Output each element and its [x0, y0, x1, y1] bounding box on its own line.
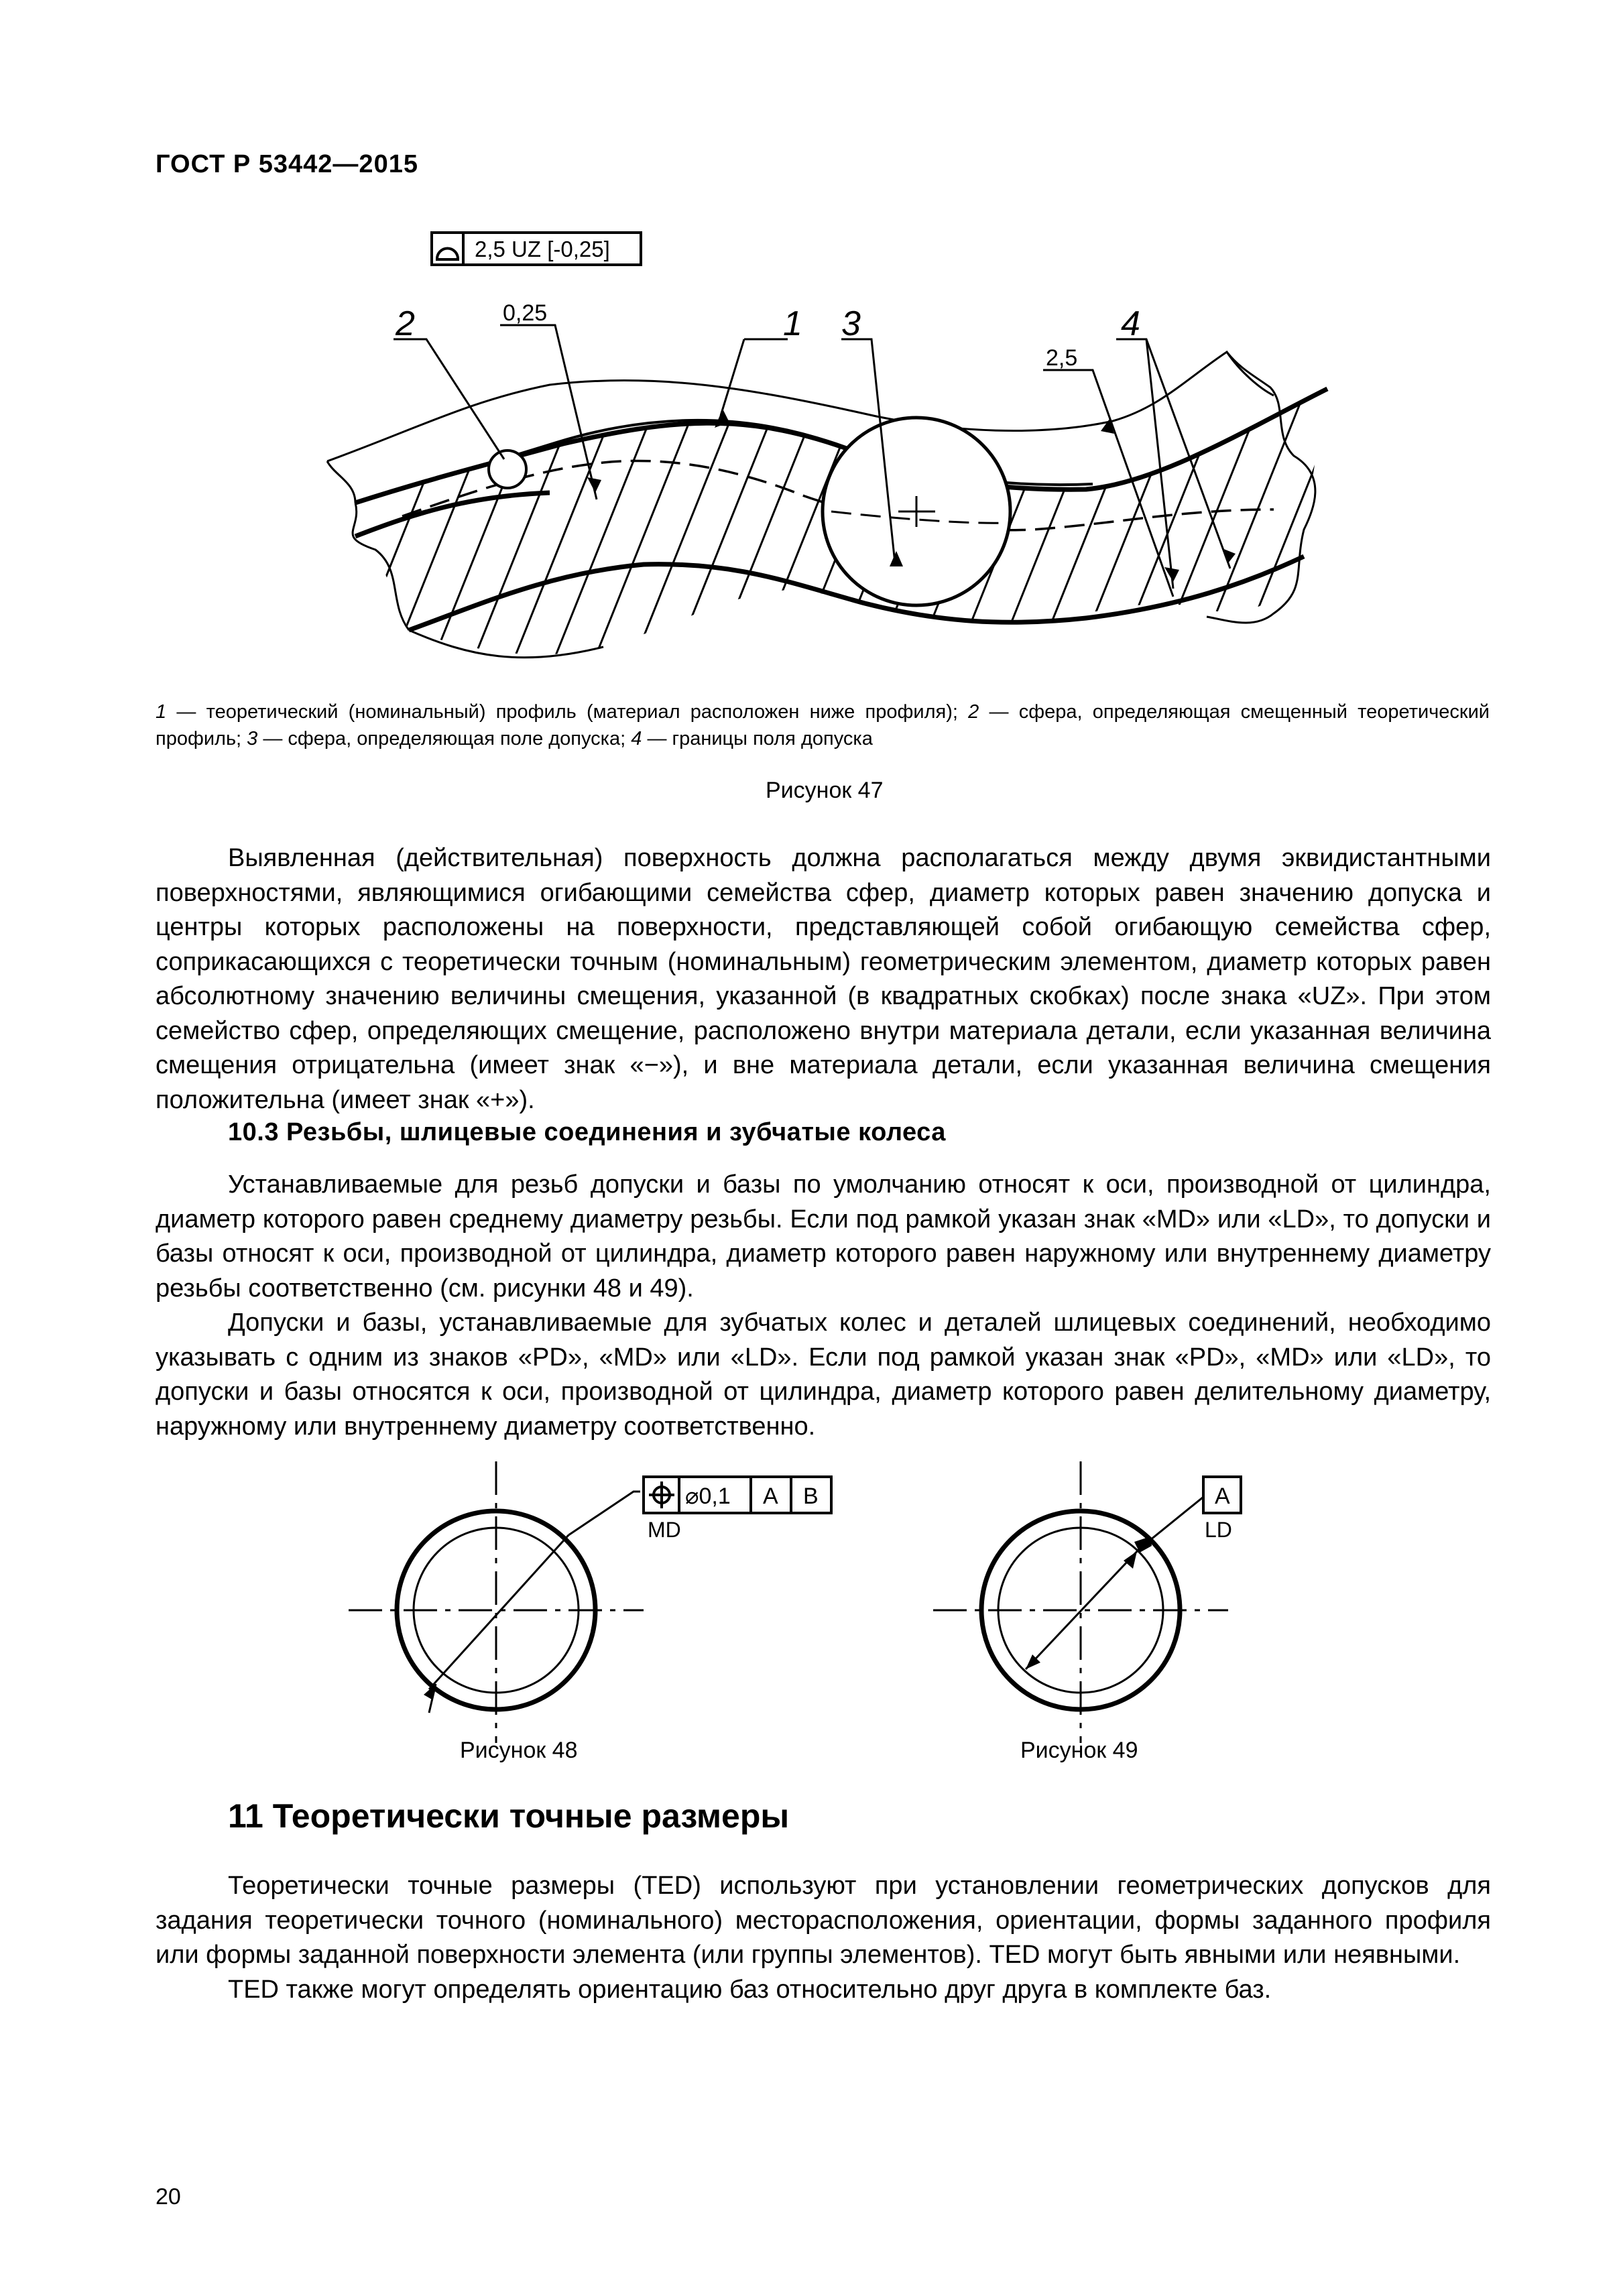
figure-48-thread	[349, 1461, 644, 1743]
figure-47-caption: Рисунок 47	[766, 778, 884, 803]
callout-3: 3	[841, 304, 861, 343]
document-header: ГОСТ Р 53442—2015	[156, 150, 418, 178]
datum-a-49: A	[1215, 1484, 1230, 1509]
figure-48-caption: Рисунок 48	[460, 1738, 578, 1763]
callout-1: 1	[783, 304, 802, 343]
tolerance-value: ⌀0,1	[685, 1484, 731, 1509]
figures-48-49-drawing	[0, 1461, 1623, 1756]
offset-sphere	[489, 450, 526, 488]
figure-47-drawing	[0, 0, 1623, 690]
callout-0-25: 0,25	[503, 300, 548, 326]
section-heading-10-3: 10.3 Резьбы, шлицевые соединения и зубчатые колеса	[228, 1118, 946, 1146]
section-10-3-text: Устанавливаемые для резьб допуски и базы по умолчанию относят к оси, производной от цилиндра, диаметр которого равен среднему диаметру резьбы. Если под рамкой указан знак «MD» или «LD», то допуски и базы относят к оси, производной от цилиндра, диаметр которого равен наружному или внутреннему диаметру резьбы соответственно (см. рисунки 48 и 49). Допуски и базы, устанавливаемые для зубчатых колес и деталей шлицевых соединений, необходимо указывать с одним из знаков «PD», «MD» или «LD». Если под рамкой указан знак «PD», «MD» или «LD», то допуски и базы относятся к оси, производной от цилиндра, диаметр которого равен делительному диаметру, наружному или внутреннему диаметру соответственно.	[156, 1170, 1491, 1441]
callout-labels	[395, 300, 1140, 371]
page-number: 20	[156, 2184, 181, 2210]
position-icon	[649, 1482, 674, 1508]
modifier-md: MD	[648, 1518, 681, 1542]
datum-a: A	[763, 1484, 778, 1509]
callout-2: 2	[396, 304, 415, 343]
figure-47-legend: 1 — теоретический (номинальный) профиль (материал расположен ниже профиля); 2 — сфера, определяющая смещенный теоретический профиль; 3 — сфера, определяющая поле допуска; 4 — границы поля допуска	[156, 701, 1490, 749]
body-paragraph: Выявленная (действительная) поверхность должна располагаться между двумя эквидистантными поверхностями, являющимися огибающими семейства сфер, диаметр которых равен значению допуска и центры которых расположены на поверхности, представляющей собой огибающую семейства сфер, соприкасающихся с теоретически точным (номинальным) геометрическим элементом, диаметр которых равен абсолютному значению величины смещения, указанной (в квадратных скобках) после знака «UZ». При этом семейство сфер, определяющих смещение, расположено внутри материала детали, если указанная величина смещения отрицательна (имеет знак «−»), и вне материала детали, если указанная величина смещения положительна (имеет знак «+»).	[156, 844, 1491, 1114]
position-tolerance-frame	[644, 1477, 831, 1542]
frame-text: 2,5 UZ [-0,25]	[475, 237, 610, 261]
callout-4: 4	[1121, 304, 1140, 343]
section-heading-11: 11 Теоретически точные размеры	[228, 1797, 790, 1835]
callout-2-5: 2,5	[1046, 345, 1078, 371]
datum-b: B	[803, 1484, 819, 1509]
profile-tolerance-frame	[432, 233, 641, 265]
figure-49-thread	[933, 1461, 1228, 1743]
surface-profile-icon	[436, 249, 459, 260]
modifier-ld: LD	[1205, 1518, 1232, 1542]
figure-49-caption: Рисунок 49	[1020, 1738, 1138, 1763]
section-11-text: Теоретически точные размеры (TED) используют при установлении геометрических допусков для задания теоретически точного (номинального) месторасположения, ориентации, формы заданного профиля или формы заданной поверхности элемента (или группы элементов). TED могут быть явными или неявными. TED также могут определять ориентацию баз относительно друг друга в комплекте баз.	[156, 1872, 1491, 2004]
datum-frame	[1203, 1477, 1241, 1542]
